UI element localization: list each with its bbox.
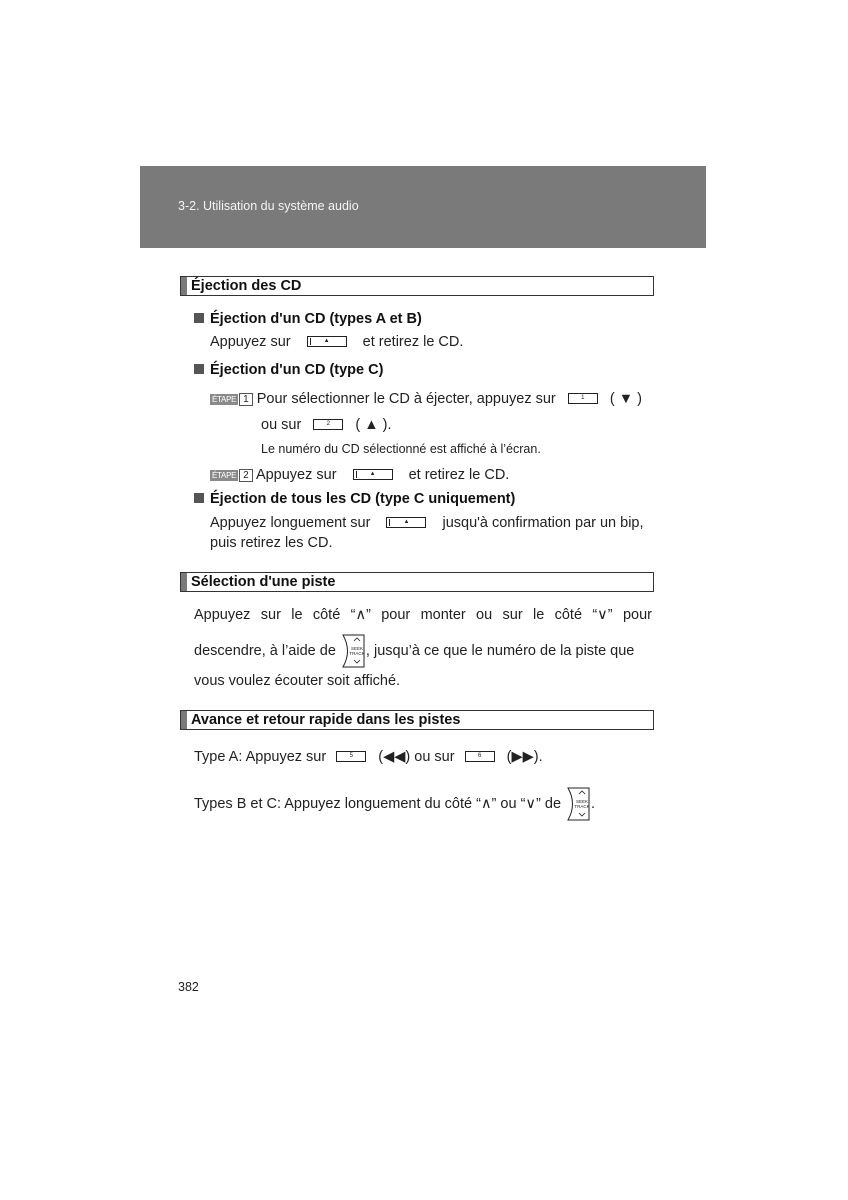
subheading-ejection-ab: Éjection d'un CD (types A et B) [194, 311, 422, 327]
fast-type-bc: Types B et C: Appuyez longuement du côté “∧” ou “∨” de SEEK TRACK . [194, 787, 595, 821]
paragraph-ejection-all-line2: puis retirez les CD. [210, 535, 333, 551]
preset-button-6-icon: 6 [465, 751, 495, 762]
svg-text:SEEK: SEEK [350, 646, 363, 651]
section-fast-header [180, 710, 654, 730]
section-track-header [180, 572, 654, 592]
step-1: ÉTAPE 1 Pour sélectionner le CD à éjecter, appuyez sur 1 ( ▼ ) [212, 391, 642, 407]
section-title: Éjection des CD [191, 278, 302, 294]
section-title: Sélection d'une piste [191, 574, 336, 590]
up-triangle-icon: ▲ [364, 417, 379, 433]
eject-button-icon: ▲ [307, 336, 347, 347]
track-line-1: Appuyez sur le côté “∧” pour monter ou sur le côté “∨” pour [194, 607, 652, 623]
preset-button-1-icon: 1 [568, 393, 598, 404]
step-badge: ÉTAPE 2 [210, 466, 253, 482]
section-marker [181, 573, 187, 591]
square-bullet-icon [194, 493, 204, 503]
preset-button-5-icon: 5 [336, 751, 366, 762]
section-marker [181, 711, 187, 729]
svg-text:SEEK: SEEK [576, 799, 589, 804]
eject-button-icon: ▲ [353, 469, 393, 480]
seek-track-switch-icon [340, 634, 366, 668]
step-1-note: Le numéro du CD sélectionné est affiché à l’écran. [261, 442, 541, 456]
svg-text:TRACK: TRACK [349, 651, 365, 656]
breadcrumb: 3-2. Utilisation du système audio [178, 199, 359, 213]
down-triangle-icon: ▼ [618, 391, 634, 407]
square-bullet-icon [194, 364, 204, 374]
subheading-ejection-all: Éjection de tous les CD (type C uniquement) [194, 491, 515, 507]
square-bullet-icon [194, 313, 204, 323]
seek-track-switch-icon [565, 787, 591, 821]
rewind-icon: ◀◀ [383, 749, 406, 765]
section-title: Avance et retour rapide dans les pistes [191, 712, 461, 728]
step-1-line2: ou sur 2 ( ▲ ). [261, 417, 392, 433]
track-line-3: vous voulez écouter soit affiché. [194, 673, 401, 689]
fast-forward-icon: ▶▶ [511, 749, 534, 765]
fast-type-a: Type A: Appuyez sur 5 (◀◀) ou sur 6 (▶▶). [194, 749, 543, 765]
section-marker [181, 277, 187, 295]
svg-text:TRACK: TRACK [574, 804, 590, 809]
page-number: 382 [178, 980, 199, 994]
preset-button-2-icon: 2 [313, 419, 343, 430]
eject-button-icon: ▲ [386, 517, 426, 528]
step-badge: ÉTAPE 1 [210, 390, 253, 406]
track-line-2: descendre, à l’aide de SEEK TRACK , jusqu’à ce que le numéro de la piste que [194, 634, 634, 668]
subheading-ejection-c: Éjection d'un CD (type C) [194, 362, 383, 378]
step-2: ÉTAPE 2 Appuyez sur ▲ et retirez le CD. [212, 467, 510, 483]
paragraph-ejection-all: Appuyez longuement sur ▲ jusqu'à confirmation par un bip, [210, 515, 644, 531]
section-ejection-header [180, 276, 654, 296]
paragraph-ejection-ab: Appuyez sur ▲ et retirez le CD. [210, 334, 464, 350]
